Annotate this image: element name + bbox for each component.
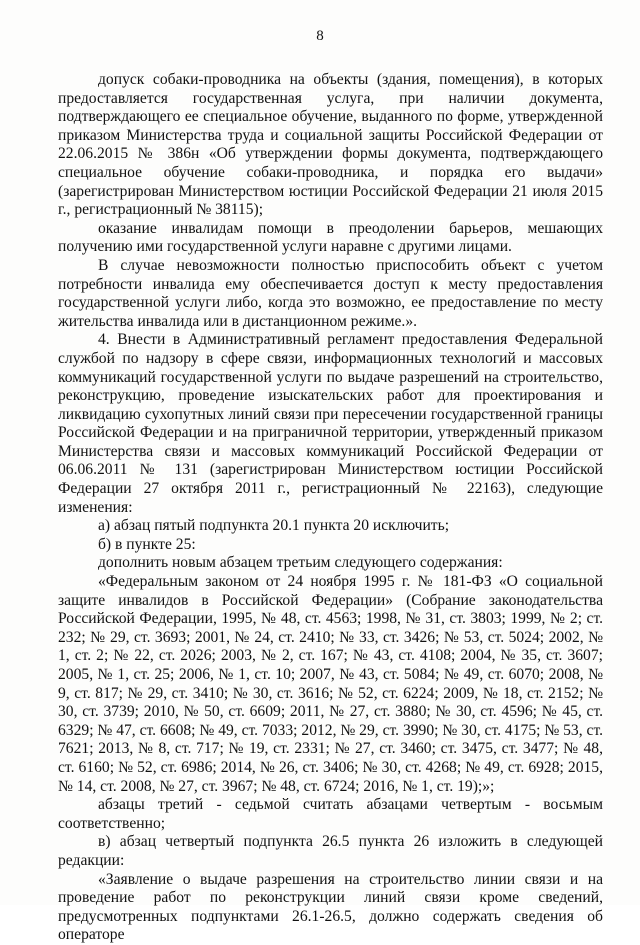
paragraph-renumber: абзацы третий - седьмой считать абзацами четвертым - восьмым соответственно; — [58, 796, 603, 832]
paragraph-item-4: 4. Внести в Административный регламент предоставления Федеральной службой по надзору в сфере связи, информационных технологий и массовых коммуникаций государственной услуги по выдаче разрешений на строительство, реконструкцию, проведение изыскательских работ для проектирования и ликвидацию сухопутных линий связи при пересечении государственной границы Российской Федерации и на приграничной территории, утвержденный приказом Министерства связи и массовых коммуникаций Российской Федерации от 06.06.2011 № 131 (зарегистрирован Министерством юстиции Российской Федерации 27 октября 2011 г., регистрационный № 22163), следующие изменения: — [58, 331, 603, 516]
document-body — [58, 71, 603, 945]
paragraph-federal-law: «Федеральным законом от 24 ноября 1995 г. № 181-ФЗ «О социальной защите инвалидов в Российской Федерации» (Собрание законодательства Российской Федерации, 1995, № 48, ст. 4563; 1998, № 31, ст. 3803; 1999, № 2; ст. 232; № 29, ст. 3693; 2001, № 24, ст. 2410; № 33, ст. 3426; № 53, ст. 5024; 2002, № 1, ст. 2; № 22, ст. 2026; 2003, № 2, ст. 167; № 43, ст. 4108; 2004, № 35, ст. 3607; 2005, № 1, ст. 25; 2006, № 1, ст. 10; 2007, № 43, ст. 5084; № 49, ст. 6070; 2008, № 9, ст. 817; № 29, ст. 3410; № 30, ст. 3616; № 52, ст. 6224; 2009, № 18, ст. 2152; № 30, ст. 3739; 2010, № 50, ст. 6609; 2011, № 27, ст. 3880; № 30, ст. 4596; № 45, ст. 6329; № 47, ст. 6608; № 49, ст. 7033; 2012, № 29, ст. 3990; № 30, ст. 4175; № 53, ст. 7621; 2013, № 8, ст. 717; № 19, ст. 2331; № 27, ст. 3460; ст. 3475, ст. 3477; № 48, ст. 6160; № 52, ст. 6986; 2014, № 26, ст. 3406; № 30, ст. 4268; № 49, ст. 6928; 2015, № 14, ст. 2008, № 27, ст. 3967; № 48, ст. 6724; 2016, № 1, ст. 19);»; — [58, 573, 603, 795]
paragraph-item-v: в) абзац четвертый подпункта 26.5 пункта 26 изложить в следующей редакции: — [58, 833, 603, 869]
page-number: 8 — [316, 28, 324, 44]
paragraph-assistance: оказание инвалидам помощи в преодолении барьеров, мешающих получению ими государственной услуги наравне с другими лицами. — [58, 219, 603, 256]
paragraph-application: «Заявление о выдаче разрешения на строительство линии связи и на проведение работ по реконструкции линий связи кроме сведений, предусмотренных подпунктами 26.1-26.5, должно содержать сведения об операторе — [58, 870, 603, 944]
paragraph-add-third: дополнить новым абзацем третьим следующего содержания: — [98, 554, 503, 572]
paragraph-item-a: а) абзац пятый подпункта 20.1 пункта 20 исключить; — [98, 517, 450, 535]
paragraph-item-b: б) в пункте 25: — [98, 535, 196, 553]
paragraph-guide-dog-access: допуск собаки-проводника на объекты (здания, помещения), в которых предоставляется государственная услуга, при наличии документа, подтверждающего ее специальное обучение, выданного по форме, утвержденной приказом Министерства труда и социальной защиты Российской Федерации от 22.06.2015 № 386н «Об утверждении формы документа, подтверждающего специальное обучение собаки-проводника, и порядка его выдачи» (зарегистрирован Министерством юстиции Российской Федерации 21 июля 2015 г., регистрационный № 38115); — [58, 71, 603, 219]
paragraph-impossibility: В случае невозможности полностью приспособить объект с учетом потребности инвалида ему обеспечивается доступ к месту предоставления государственной услуги либо, когда это возможно, ее предоставление по месту жительства инвалида или в дистанционном режиме.». — [58, 256, 603, 330]
